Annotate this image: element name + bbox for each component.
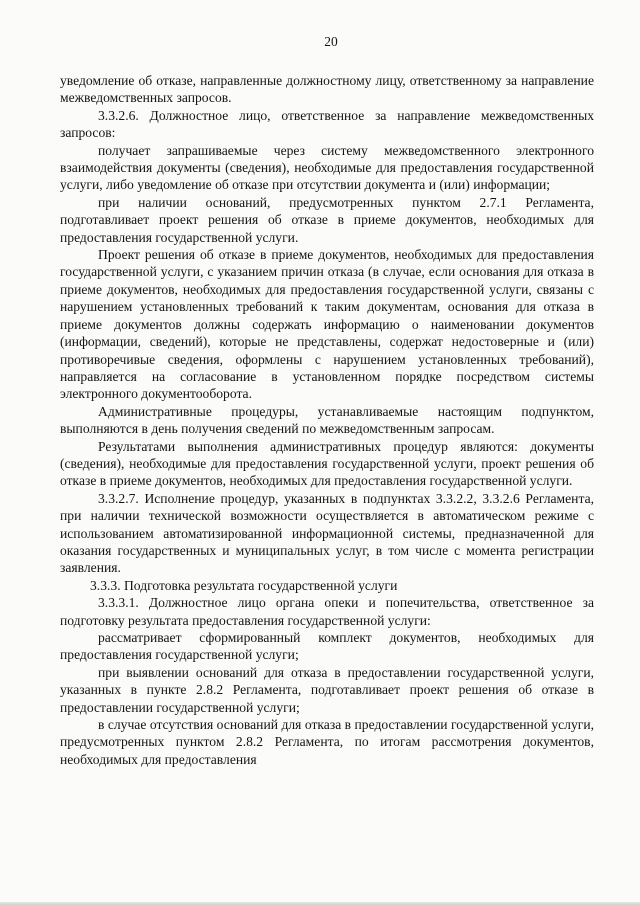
paragraph: Проект решения об отказе в приеме документов, необходимых для предоставления государственной услуги, с указанием причин отказа (в случае, если основания для отказа в приеме документов, необходимых для предоставления государственной услуги, связаны с нарушением установленных требований к таким документам, основания для отказа в приеме документов должны содержать информацию о наименовании документов (информации, сведений), которые не представлены, содержат недостоверные и (или) противоречивые сведения, оформлены с нарушением установленных требований), направляется на согласование в установленном порядке посредством системы электронного документооборота.: [60, 247, 594, 402]
paragraph: уведомление об отказе, направленные должностному лицу, ответственному за направление межведомственных запросов.: [60, 73, 594, 106]
page-number: 20: [324, 34, 338, 49]
paragraph: при наличии оснований, предусмотренных пунктом 2.7.1 Регламента, подготавливает проект решения об отказе в приеме документов, необходимых для предоставления государственной услуги.: [60, 194, 594, 245]
paragraph: получает запрашиваемые через систему межведомственного электронного взаимодействия документы (сведения), необходимые для предоставления государственной услуги, либо уведомление об отказе при отсутствии документа и (или) информации;: [60, 142, 594, 193]
paragraph: Результатами выполнения административных процедур являются: документы (сведения), необходимые для предоставления государственной услуги, проект решения об отказе в приеме документов, необходимых для предоставления государственной услуги.: [60, 438, 594, 489]
paragraph: при выявлении оснований для отказа в предоставлении государственной услуги, указанных в пункте 2.8.2 Регламента, подготавливает проект решения об отказе в предоставлении государственной услуги;: [60, 664, 594, 715]
paragraph: рассматривает сформированный комплект документов, необходимых для предоставления государственной услуги;: [60, 630, 594, 663]
paragraph: в случае отсутствия оснований для отказа в предоставлении государственной услуги, предусмотренных пунктом 2.8.2 Регламента, по итогам рассмотрения документов, необходимых для предоставления: [60, 717, 594, 767]
paragraph: 3.3.2.6. Должностное лицо, ответственное за направление межведомственных запросов:: [60, 107, 594, 141]
paragraph: 3.3.3.1. Должностное лицо органа опеки и попечительства, ответственное за подготовку результата предоставления государственной услуги:: [60, 595, 594, 628]
body-text: [60, 72, 594, 768]
paragraph: Административные процедуры, устанавливаемые настоящим подпунктом, выполняются в день получения сведений по межведомственным запросам.: [60, 403, 594, 437]
paragraph: 3.3.3. Подготовка результата государственной услуги: [90, 577, 398, 593]
paragraph: 3.3.2.7. Исполнение процедур, указанных в подпунктах 3.3.2.2, 3.3.2.6 Регламента, при наличии технической возможности осуществляется в автоматическом режиме с использованием автоматизированной информационной системы, предназначенной для оказания государственных и муниципальных услуг, в том числе с момента регистрации заявления.: [60, 490, 594, 576]
